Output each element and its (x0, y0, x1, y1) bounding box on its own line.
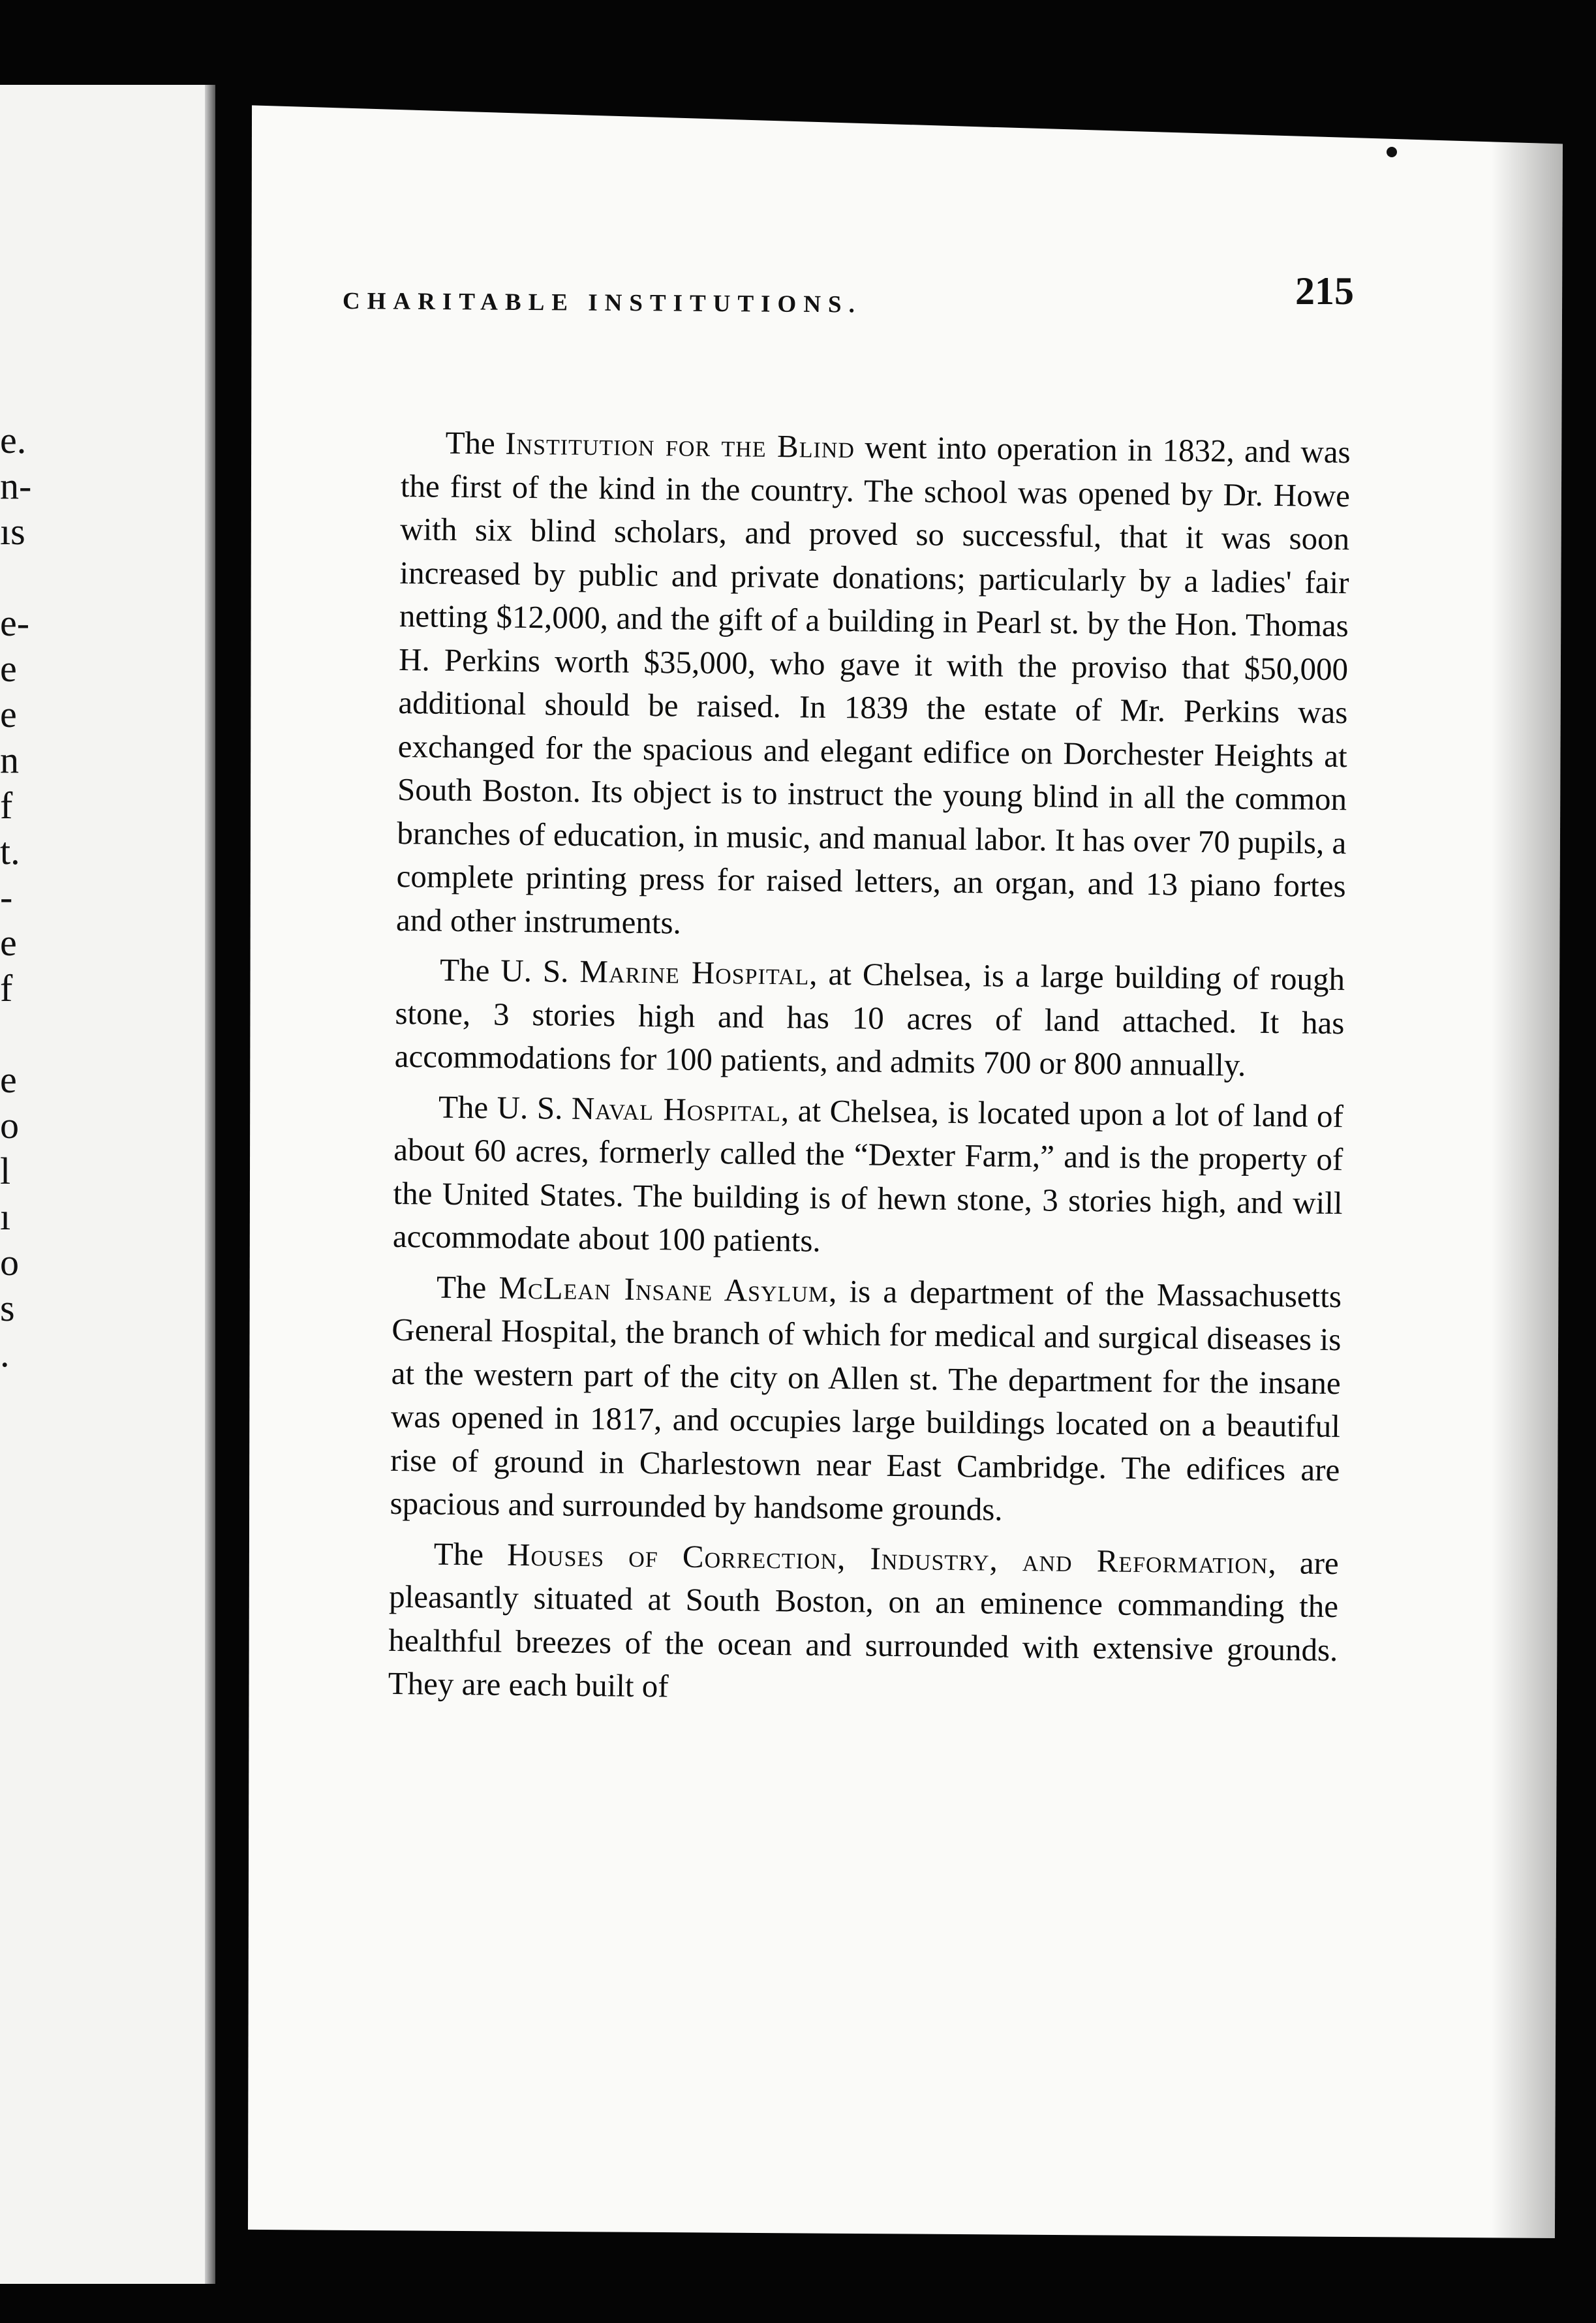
page-number: 215 (1295, 269, 1354, 313)
fragment: e (0, 693, 17, 735)
fragment (0, 555, 39, 600)
page-edge-shadow (1491, 95, 1563, 2238)
fragment: s (0, 1287, 15, 1329)
paragraph-body: , at Chelsea, is located upon a lot of land of about 60 acres, formerly called the “Dexter Farm,” and is the property of the United States. The building is of hewn stone, 3 stories high, and will accommodate about 100 patients. (392, 1092, 1344, 1259)
institution-name: Marine Hospital (579, 953, 810, 992)
paragraph-lead: The (445, 424, 506, 461)
facing-page-text-fragments (0, 418, 39, 1377)
facing-page (0, 85, 215, 2284)
fragment: e- (0, 602, 30, 644)
ink-dot (1387, 147, 1397, 157)
fragment: l (0, 1150, 11, 1192)
fragment: e (0, 1058, 17, 1101)
fragment (0, 1011, 39, 1057)
fragment: o (0, 1104, 19, 1146)
paragraph-lead: The U. S. (439, 951, 580, 989)
fragment: f (0, 784, 13, 827)
body-text (388, 421, 1351, 1722)
fragment: ıs (0, 510, 25, 553)
fragment: e (0, 647, 17, 690)
paragraph-mclean-asylum (390, 1265, 1342, 1535)
paragraph-marine-hospital (394, 948, 1345, 1088)
running-head: CHARITABLE INSTITUTIONS. (342, 288, 862, 318)
paragraph-lead: The U. S. (438, 1088, 572, 1126)
paragraph-lead: The (433, 1535, 508, 1573)
paragraph-houses-of-correction (388, 1531, 1339, 1715)
paragraph-lead: The (436, 1269, 499, 1306)
fragment: n- (0, 465, 32, 507)
institution-name: Naval Hospital (571, 1090, 782, 1128)
institution-name: Institution for the Blind (504, 425, 855, 465)
fragment: f (0, 967, 13, 1009)
fragment: o (0, 1241, 19, 1284)
institution-name: Houses of Correction, Industry, and Reformation (506, 1536, 1268, 1580)
paragraph-body: went into operation in 1832, and was the first of the kind in the country. The school was opened by Dr. Howe with six blind scholars, and proved so successful, that it was soon increased by public and private donations; particularly by a ladies' fair netting $12,000, and the gift of a building in Pearl st. by the Hon. Thomas H. Perkins worth $35,000, who gave it with the proviso that $50,000 additional should be raised. In 1839 the estate of Mr. Perkins was exchanged for the spacious and elegant edifice on Dorchester Heights at South Boston. Its object is to instruct the young blind in all the common branches of education, in music, and manual labor. It has over 70 pupils, a complete printing press for raised letters, an organ, and 13 piano fortes and other instruments. (395, 429, 1351, 941)
fragment: e. (0, 419, 27, 461)
paragraph-body: , is a department of the Massachusetts General Hospital, the branch of which for medical and surgical diseases is at the western part of the city on Allen st. The department for the insane was opened in 1817, and occupies large buildings located on a beautiful rise of ground in Charlestown near East Cambridge. The edifices are spacious and surrounded by handsome grounds. (390, 1272, 1342, 1528)
fragment: t. (0, 830, 20, 872)
page-gutter-shadow (205, 85, 215, 2284)
paragraph-institution-for-the-blind (396, 421, 1351, 951)
fragment: e (0, 921, 17, 964)
paragraph-body: , at Chelsea, is a large building of rough stone, 3 stories high and has 10 acres of land attached. It has accommodations for 100 patients, and admits 700 or 800 annually. (394, 955, 1345, 1083)
page-header (343, 269, 1354, 321)
fragment: n (0, 739, 19, 781)
fragment: - (0, 876, 13, 918)
paragraph-body: , are pleasantly situated at South Boston, on an eminence commanding the healthful breezes of the ocean and surrounded with extensive grounds. They are each built of (388, 1544, 1340, 1704)
paragraph-naval-hospital (393, 1085, 1344, 1268)
institution-name: McLean Insane Asylum (499, 1269, 829, 1309)
fragment: . (0, 1332, 10, 1375)
fragment: ı (0, 1195, 11, 1238)
